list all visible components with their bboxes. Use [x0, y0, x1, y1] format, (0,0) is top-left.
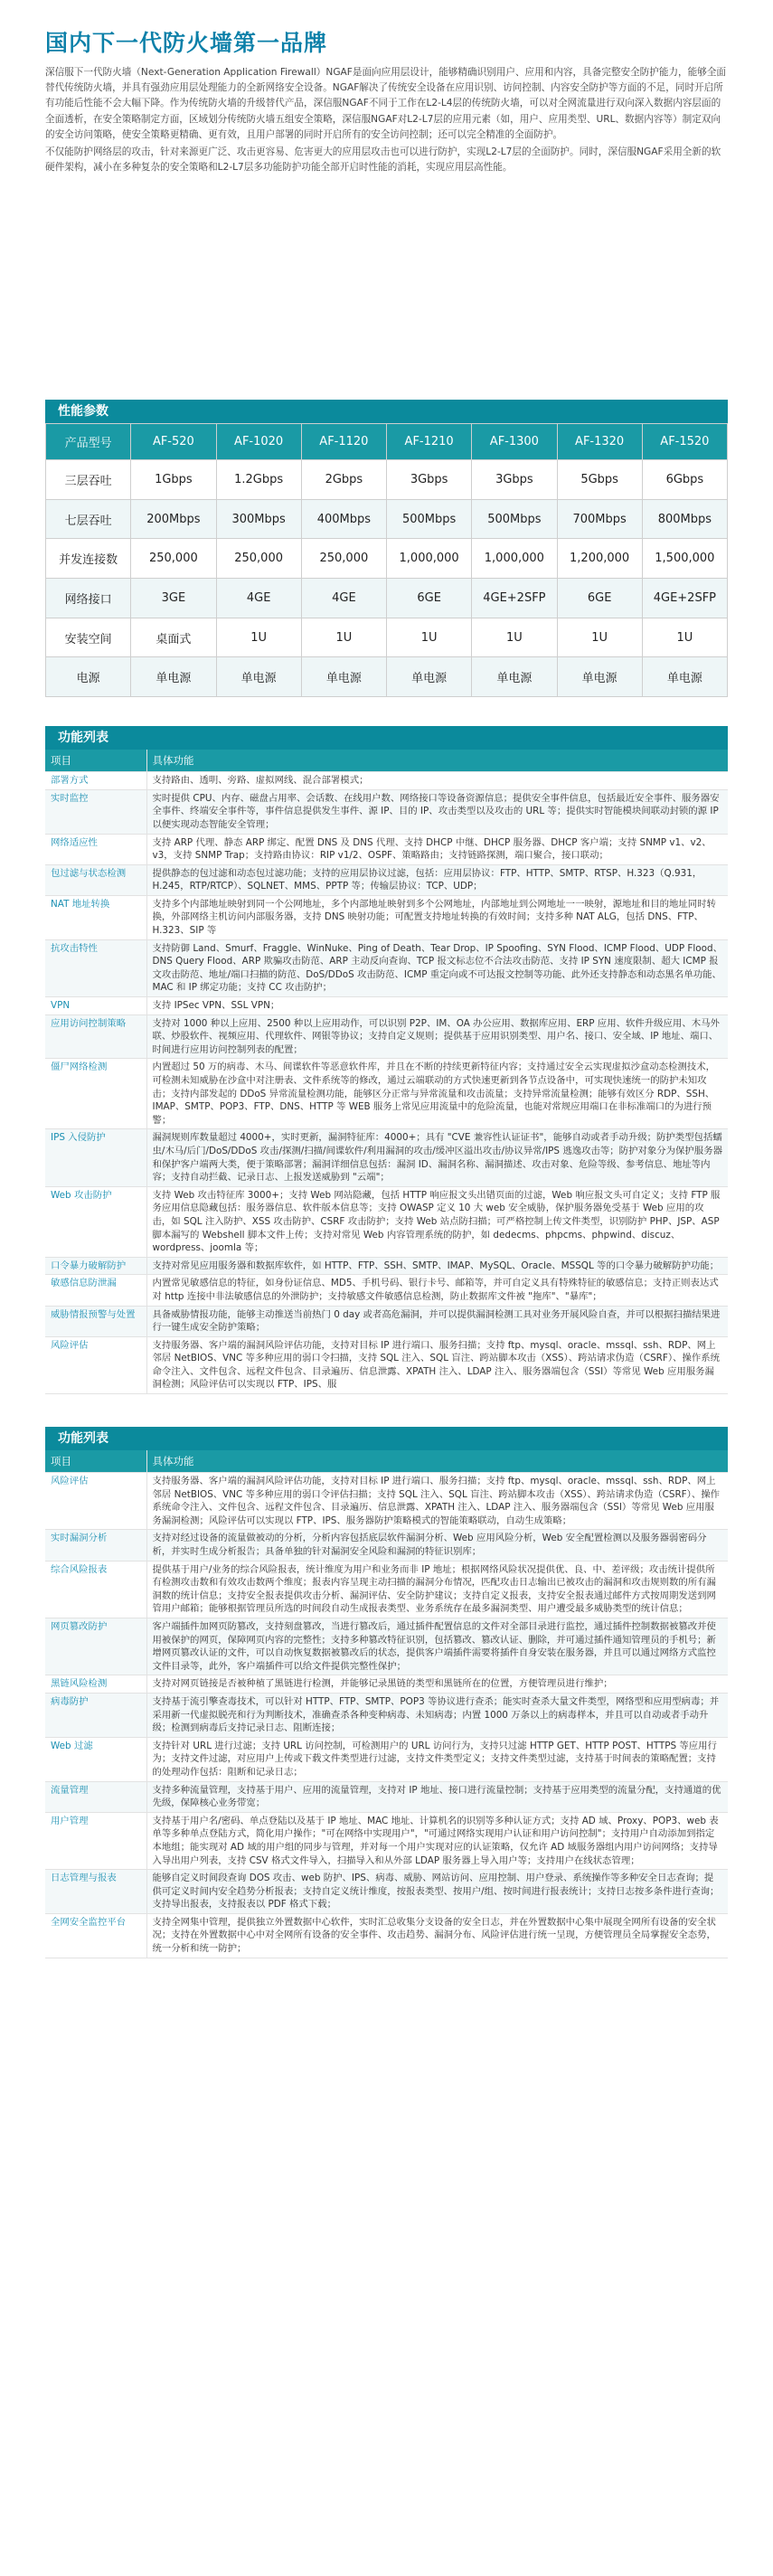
feature-description: 实时提供 CPU、内存、磁盘占用率、会话数、在线用户数、网络接口等设备资源信息；提供安全事件信息，包括最近安全事件、服务器安全事件、终端安全事件等，事件信息提供发生事件、源 IP、目的 IP、攻击类型以及攻击的 URL 等；提供实时智能模块间联动封锁的源 IP 以便实现动态智能安全管理；: [146, 789, 728, 834]
intro-paragraph-1: 深信服下一代防火墙（Next-Generation Application Firewall）NGAF是面向应用层设计，能够精确识别用户、应用和内容，具备完整安全防护能力，能够全面替代传统防火墙，并具有强劲应用层处理能力的全新网络安全设备。NGAF解决了传统安全设备在应用识别、访问控制、内容安全防护等方面的不足，同时开启所有功能后性能不会大幅下降。作为传统防火墙的升级替代产品，深信服NGAF不同于工作在L2-L4层的传统防火墙，可以对全网流量进行双向深入数据内容层面的全面透析，在安全策略制定方面，区域划分传统防火墙五组安全策略，深信服NGAF对L2-L7层的应用元素（如，用户、应用类型、URL、数据内容等）制定双向的安全访问策略，使安全策略更精确、更有效，且用户部署的同时开启所有的安全访问控制；还可以完全精准的全面防护。: [45, 67, 727, 140]
perf-cell: 250,000: [301, 539, 386, 579]
feature-row: [45, 1275, 728, 1306]
feature-name: 僵尸网络检测: [45, 1059, 146, 1129]
perf-model-header: AF-520: [131, 424, 216, 460]
perf-cell: 单电源: [301, 657, 386, 697]
feature-row: [45, 864, 728, 895]
feature-name: 风险评估: [45, 1336, 146, 1393]
perf-cell: 3Gbps: [387, 460, 472, 500]
perf-cell: 单电源: [387, 657, 472, 697]
feature-header-row: [45, 750, 728, 772]
feature-description: 支持防御 Land、Smurf、Fraggle、WinNuke、Ping of Death、Tear Drop、IP Spoofing、SYN Flood、ICMP Flood、UDP Flood、DNS Query Flood、ARP 欺骗攻击防范、ARP 主动反向查询、TCP 报文标志位不合法攻击防范、支持 IP SYN 速度限制、超大 ICMP 报文攻击防范、地址/端口扫描的防范、DoS/DDoS 攻击防范、ICMP 重定向或不可达报文控制等功能、此外还支持静态和动态黑名单功能、MAC 和 IP 绑定功能；支持 CC 攻击防护；: [146, 939, 728, 996]
feature-row: [45, 1014, 728, 1059]
feature-description: 支持 IPSec VPN、SSL VPN；: [146, 997, 728, 1015]
perf-cell: 单电源: [557, 657, 642, 697]
feature-row: [45, 1306, 728, 1336]
perf-cell: 1,000,000: [472, 539, 557, 579]
feature-name: IPS 入侵防护: [45, 1129, 146, 1186]
feature-name: Web 攻击防护: [45, 1186, 146, 1257]
perf-cell: 6GE: [557, 579, 642, 618]
perf-cell: 4GE: [301, 579, 386, 618]
feature-description: 支持对经过设备的流量做被动的分析，分析内容包括底层软件漏洞分析、Web 应用风险分析，Web 安全配置检测以及服务器弱密码分析，并实时生成分析报告；具备单独的针对漏洞安全风险和漏洞的特征识别库；: [146, 1530, 728, 1561]
feature-name: 全网安全监控平台: [45, 1913, 146, 1958]
feature-row: [45, 1693, 728, 1737]
perf-cell: 3Gbps: [472, 460, 557, 500]
feature-header-detail: 具体功能: [146, 1450, 728, 1473]
feature-row: [45, 1186, 728, 1257]
perf-row-label: 网络接口: [46, 579, 131, 618]
page-title: 国内下一代防火墙第一品牌: [45, 30, 328, 56]
feature-row: [45, 1675, 728, 1694]
perf-cell: 4GE+2SFP: [642, 579, 727, 618]
feature-description: 支持多种流量管理，支持基于用户、应用的流量管理，支持对 IP 地址、接口进行流量控制；支持基于应用类型的流量分配，支持通道的优先级，保障核心业务带宽；: [146, 1781, 728, 1812]
perf-cell: 300Mbps: [216, 499, 301, 539]
perf-cell: 1Gbps: [131, 460, 216, 500]
feature-header-detail: 具体功能: [146, 750, 728, 772]
feature-description: 能够自定义时间段查询 DOS 攻击、web 防护、IPS、病毒、威胁、网站访问、应用控制、用户登录、系统操作等多种安全日志查询；提供可定义时间内安全趋势分析报表；支持自定义统计维度，按报表类型、按用户/组、按时间进行报表统计；支持日志按多条件进行查询；支持导出报表，支持报表以 PDF 格式下载；: [146, 1870, 728, 1914]
feature-description: 支持对 1000 种以上应用、2500 种以上应用动作，可以识别 P2P、IM、OA 办公应用、数据库应用、ERP 应用、软件升级应用、木马外联、炒股软件、视频应用、代理软件、网银等协议；支持自定义规则；提供基于应用识别类型、用户名、接口、安全域、IP 地址、端口、时间进行应用访问控制列表的配置；: [146, 1014, 728, 1059]
perf-cell: 400Mbps: [301, 499, 386, 539]
perf-cell: 200Mbps: [131, 499, 216, 539]
perf-cell: 500Mbps: [387, 499, 472, 539]
feature-name: 网络适应性: [45, 834, 146, 864]
perf-row-label: 并发连接数: [46, 539, 131, 579]
perf-row-label: 电源: [46, 657, 131, 697]
feature-name: 敏感信息防泄漏: [45, 1275, 146, 1306]
perf-row: [46, 499, 728, 539]
feature-name: 包过滤与状态检测: [45, 864, 146, 895]
perf-cell: 1,000,000: [387, 539, 472, 579]
feature-name: 网页篡改防护: [45, 1618, 146, 1675]
perf-model-header: AF-1520: [642, 424, 727, 460]
feature-description: 支持全网集中管理，提供独立外置数据中心软件，实时汇总收集分支设备的安全日志，并在外置数据中心集中展现全网所有设备的安全状况；支持在外置数据中心中对全网所有设备的安全事件、攻击趋势、漏洞分布、风险评估进行统一呈现，方便管理员全局掌握安全态势，统一分析和统一防护；: [146, 1913, 728, 1958]
feature-header-item: 项目: [45, 750, 146, 772]
perf-cell: 500Mbps: [472, 499, 557, 539]
feature-table-1: [45, 750, 728, 1394]
perf-cell: 1U: [557, 618, 642, 657]
intro-paragraph-2: 不仅能防护网络层的攻击，针对来源更广泛、攻击更容易、危害更大的应用层攻击也可以进行防护，实现L2-L7层的全面防护。同时，深信服NGAF采用全新的软硬件架构，减小在多种复杂的安全策略和L2-L7层多功能防护功能全部开启时性能的消耗，实现应用层高性能。: [45, 146, 721, 174]
perf-model-header: AF-1320: [557, 424, 642, 460]
feature-row: [45, 1870, 728, 1914]
feature-name: 口令暴力破解防护: [45, 1257, 146, 1275]
feature-name: 黑链风险检测: [45, 1675, 146, 1694]
perf-cell: 1U: [216, 618, 301, 657]
perf-header-row: [46, 424, 728, 460]
feature-description: 支持基于流引擎查毒技术，可以针对 HTTP、FTP、SMTP、POP3 等协议进行查杀；能实时查杀大量文件类型，网络型和应用型病毒；并采用新一代虚拟脱壳和行为判断技术，准确查杀各种变种病毒、未知病毒；内置 1000 万条以上的病毒样本，并且可以自动或者手动升级；检测到病毒后支持记录日志、阻断连接；: [146, 1693, 728, 1737]
perf-cell: 1U: [472, 618, 557, 657]
perf-cell: 5Gbps: [557, 460, 642, 500]
perf-cell: 1,200,000: [557, 539, 642, 579]
perf-cell: 单电源: [216, 657, 301, 697]
feature-section-header-2: 功能列表: [45, 1427, 728, 1450]
perf-cell: 4GE: [216, 579, 301, 618]
feature-description: 支持路由、透明、旁路、虚拟网线、混合部署模式；: [146, 772, 728, 790]
feature-table-2: [45, 1450, 728, 1958]
feature-row: [45, 895, 728, 939]
feature-name: VPN: [45, 997, 146, 1015]
feature-row: [45, 789, 728, 834]
perf-table: [45, 423, 728, 697]
feature-description: 具备威胁情报功能，能够主动推送当前热门 0 day 或者高危漏洞，并可以提供漏洞检测工具对业务开展风险自查，并可以根据扫描结果进行一键生成安全防护策略；: [146, 1306, 728, 1336]
perf-header-label: 产品型号: [46, 424, 131, 460]
feature-header-item: 项目: [45, 1450, 146, 1473]
perf-row: [46, 539, 728, 579]
perf-row-label: 三层吞吐: [46, 460, 131, 500]
feature-description: 支持 ARP 代理、静态 ARP 绑定、配置 DNS 及 DNS 代理、支持 DHCP 中继、DHCP 服务器、DHCP 客户端；支持 SNMP v1、v2、v3，支持 SNMP Trap；支持路由协议：RIP v1/2、OSPF、策略路由；支持链路探测，端口聚合，接口联动；: [146, 834, 728, 864]
feature-row: [45, 772, 728, 790]
feature-description: 内置超过 50 万的病毒、木马、间谍软件等恶意软件库，并且在不断的持续更新特征内容；支持通过安全云实现虚拟沙盒动态检测技术，可检测未知威胁在沙盒中对注册表、文件系统等的修改，通过云端联动的方式快速更新到各节点设备中，可实现快速统一的防护未知攻击；支持内部发起的 DDoS 异常流量检测功能，能够区分正常与异常流量和攻击流量；支持异常流量检测；能够有效区分 RDP、SSH、IMAP、SMTP、POP3、FTP、DNS、HTTP 等 WEB 服务上常见应用流量中的危险流量，也能对常规应用端口在非标准端口的为进行预警；: [146, 1059, 728, 1129]
feature-row: [45, 1129, 728, 1186]
feature-name: 部署方式: [45, 772, 146, 790]
perf-row: [46, 579, 728, 618]
feature-name: 综合风险报表: [45, 1561, 146, 1618]
perf-row-label: 安装空间: [46, 618, 131, 657]
perf-cell: 250,000: [131, 539, 216, 579]
feature-name: 病毒防护: [45, 1693, 146, 1737]
perf-cell: 桌面式: [131, 618, 216, 657]
feature-name: 风险评估: [45, 1473, 146, 1530]
feature-name: 流量管理: [45, 1781, 146, 1812]
feature-row: [45, 939, 728, 996]
feature-row: [45, 1618, 728, 1675]
feature-name: Web 过滤: [45, 1737, 146, 1781]
feature-row: [45, 1257, 728, 1275]
feature-row: [45, 1059, 728, 1129]
feature-description: 支持基于用户名/密码、单点登陆以及基于 IP 地址、MAC 地址、计算机名的识别等多种认证方式；支持 AD 域、Proxy、POP3、web 表单等多种单点登陆方式，简化用户操作；"可在网络中实现用户"，"可通过网络实现用户认证和用户访问控制"；支持用户自动添加到指定本地组；能实现对 AD 域的用户组的同步与管理，并对每一个用户实现对应的认证策略，仅允许 AD 域服务器组内用户访问网络；支持导入导出用户列表，支持 CSV 格式文件导入，扫描导入和从外部 LDAP 服务器上导入用户等；支持用户在线状态管理；: [146, 1812, 728, 1869]
feature-description: 支持 Web 攻击特征库 3000+；支持 Web 网站隐藏，包括 HTTP 响应报文头出错页面的过滤，Web 响应报文头可自定义；支持 FTP 服务应用信息隐藏包括：服务器信息、软件版本信息等；支持 OWASP 定义 10 大 web 安全威胁，保护服务器免受基于 Web 应用的攻击，如 SQL 注入防护、XSS 攻击防护、CSRF 攻击防护；支持 Web 站点防扫描；可严格控制上传文件类型，识别防护 PHP、JSP、ASP 脚本漏写的 Webshell 脚本文件上传；支持对常见 Web 内容管理系统的防护，如 dedecms、phpcms、phpwind、discuz、wordpress、joomla 等；: [146, 1186, 728, 1257]
feature-name: 用户管理: [45, 1812, 146, 1869]
feature-row: [45, 834, 728, 864]
perf-cell: 1U: [642, 618, 727, 657]
feature-description: 漏洞规则库数量超过 4000+，实时更新，漏洞特征库：4000+；具有 "CVE 兼容性认证证书"，能够自动或者手动升级；防护类型包括蠕虫/木马/后门/DoS/DDoS 攻击/探测/扫描/间谍软件/利用漏洞的攻击/缓冲区溢出攻击/协议异常/IPS 逃逸攻击等；防护对象分为保护服务器和保护客户端两大类，便于策略部署；漏洞详细信息包括：漏洞 ID、漏洞名称、漏洞描述、攻击对象、危险等级、参考信息、地址等内容；支持自动拦截、记录日志、上报发送威胁到 "云端"；: [146, 1129, 728, 1186]
perf-cell: 250,000: [216, 539, 301, 579]
perf-cell: 6GE: [387, 579, 472, 618]
feature-name: NAT 地址转换: [45, 895, 146, 939]
feature-header-row: [45, 1450, 728, 1473]
feature-description: 支持多个内部地址映射到同一个公网地址，多个内部地址映射到多个公网地址，内部地址到公网地址一一映射，源地址和目的地址同时转换，外部网络主机访问内部服务器，支持 DNS 映射功能；可配置支持地址转换的有效时间；支持多种 NAT ALG，包括 DNS、FTP、H.323、SIP 等: [146, 895, 728, 939]
perf-model-header: AF-1120: [301, 424, 386, 460]
feature-description: 提供静态的包过滤和动态包过滤功能；支持的应用层协议过滤，包括：应用层协议：FTP、HTTP、SMTP、RTSP、H.323（Q.931，H.245，RTP/RTCP）、SQLNET、MMS、PPTP 等；传输层协议：TCP、UDP；: [146, 864, 728, 895]
perf-section-header: 性能参数: [45, 400, 728, 423]
feature-name: 实时漏洞分析: [45, 1530, 146, 1561]
perf-cell: 单电源: [131, 657, 216, 697]
feature-row: [45, 1336, 728, 1393]
perf-cell: 1U: [301, 618, 386, 657]
feature-description: 支持针对 URL 进行过滤；支持 URL 访问控制，可检测用户的 URL 访问行为，支持只过滤 HTTP GET、HTTP POST、HTTPS 等应用行为；支持文件过滤，对应用户上传或下载文件类型进行过滤，支持文件类型定义；支持文件类型过滤，支持基于时间表的策略配置；支持的处理动作包括：阻断和记录日志；: [146, 1737, 728, 1781]
feature-name: 应用访问控制策略: [45, 1014, 146, 1059]
intro-section: [45, 65, 728, 309]
perf-cell: 1.2Gbps: [216, 460, 301, 500]
perf-row: [46, 460, 728, 500]
feature-description: 内置常见敏感信息的特征，如身份证信息、MD5、手机号码、银行卡号、邮箱等，并可自定义具有特殊特征的敏感信息；支持正则表达式对 http 连接中非法敏感信息的外泄防护；支持敏感文件敏感信息检测，防止数据库文件被 "拖库"、"暴库"；: [146, 1275, 728, 1306]
feature-row: [45, 1913, 728, 1958]
intro-text: [45, 65, 728, 177]
perf-cell: 4GE+2SFP: [472, 579, 557, 618]
feature-description: 支持服务器、客户端的漏洞风险评估功能，支持对目标 IP 进行端口、服务扫描；支持 ftp、mysql、oracle、mssql、ssh、RDP、网上邻居 NetBIOS、VNC 等多种应用的弱口令扫描，支持 SQL 注入、SQL 盲注、跨站脚本攻击（XSS）、跨站请求伪造（CSRF）、操作系统命令注入、文件包含、远程文件包含、目录遍历、信息泄露、XPATH 注入、LDAP 注入、服务器端包含（SSI）等常见 Web 应用服务漏洞检测；风险评估可以实现以 FTP、IPS、服: [146, 1336, 728, 1393]
feature-row: [45, 997, 728, 1015]
feature-row: [45, 1781, 728, 1812]
feature-name: 实时监控: [45, 789, 146, 834]
feature-section-header-1: 功能列表: [45, 726, 728, 750]
perf-cell: 6Gbps: [642, 460, 727, 500]
feature-row: [45, 1530, 728, 1561]
perf-row: [46, 618, 728, 657]
perf-row-label: 七层吞吐: [46, 499, 131, 539]
perf-cell: 700Mbps: [557, 499, 642, 539]
perf-row: [46, 657, 728, 697]
feature-description: 客户端插件加网页防篡改，支持刻盘篡改，当进行篡改后，通过插件配置信息的文件对全部目录进行监控，通过插件控制数据被篡改并使用被保护的网页，保障网页内容的完整性；支持多种篡改特征识别，包括篡改、篡改认证、删除，并可通过插件通知管理员的手机号；新增网页篡改认证的文件，可以自动恢复数据被篡改后的状态，提供客户端插件需要将插件自身安装在服务器，并且可以通过网络方式监控文件目录等，此外，客户端插件可以给文件提供完整性保护；: [146, 1618, 728, 1675]
feature-description: 支持服务器、客户端的漏洞风险评估功能，支持对目标 IP 进行端口、服务扫描；支持 ftp、mysql、oracle、mssql、ssh、RDP、网上邻居 NetBIOS、VNC 等多种应用的弱口令评估扫描；支持 SQL 注入、SQL 盲注、跨站脚本攻击（XSS）、跨站请求伪造（CSRF）、操作系统命令注入、文件包含、远程文件包含、目录遍历、信息泄露、XPATH 注入、LDAP 注入、服务器端包含（SSI）等常见 Web 应用服务漏洞检测；风险评估可以实现以 FTP、IPS、服务器防护策略模式的智能策略联动，自动生成策略；: [146, 1473, 728, 1530]
feature-row: [45, 1812, 728, 1869]
perf-cell: 1U: [387, 618, 472, 657]
perf-cell: 2Gbps: [301, 460, 386, 500]
perf-cell: 单电源: [472, 657, 557, 697]
perf-cell: 单电源: [642, 657, 727, 697]
perf-model-header: AF-1210: [387, 424, 472, 460]
perf-cell: 800Mbps: [642, 499, 727, 539]
feature-row: [45, 1737, 728, 1781]
feature-row: [45, 1561, 728, 1618]
feature-description: 提供基于用户/业务的综合风险报表，统计维度为用户和业务而非 IP 地址；根据网络风险状况提供优、良、中、差评级；攻击统计提供所有检测攻击数和有效攻击数两个维度；报表内容呈现主动扫描的漏洞分布情况，匹配攻击日志输出已被攻击的漏洞和攻击规则数的所有漏洞数的统计信息；支持安全报表提供攻击分析、漏洞评估、安全防护建议；支持自定义报表，支持安全报表通过邮件方式按周期发送到网管用户邮箱；能够根据管理员所选的时间段自动生成报表类型、业务系统存在最多漏洞类型、用户遭受最多威胁类型的统计信息；: [146, 1561, 728, 1618]
feature-name: 威胁情报预警与处置: [45, 1306, 146, 1336]
feature-description: 支持对网页链接是否被种植了黑链进行检测，并能够记录黑链的类型和黑链所在的位置，方便管理员进行维护；: [146, 1675, 728, 1694]
perf-cell: 3GE: [131, 579, 216, 618]
perf-model-header: AF-1300: [472, 424, 557, 460]
feature-description: 支持对常见应用服务器和数据库软件，如 HTTP、FTP、SSH、SMTP、IMAP、MySQL、Oracle、MSSQL 等的口令暴力破解防护功能；: [146, 1257, 728, 1275]
feature-row: [45, 1473, 728, 1530]
perf-model-header: AF-1020: [216, 424, 301, 460]
feature-name: 抗攻击特性: [45, 939, 146, 996]
feature-name: 日志管理与报表: [45, 1870, 146, 1914]
perf-cell: 1,500,000: [642, 539, 727, 579]
